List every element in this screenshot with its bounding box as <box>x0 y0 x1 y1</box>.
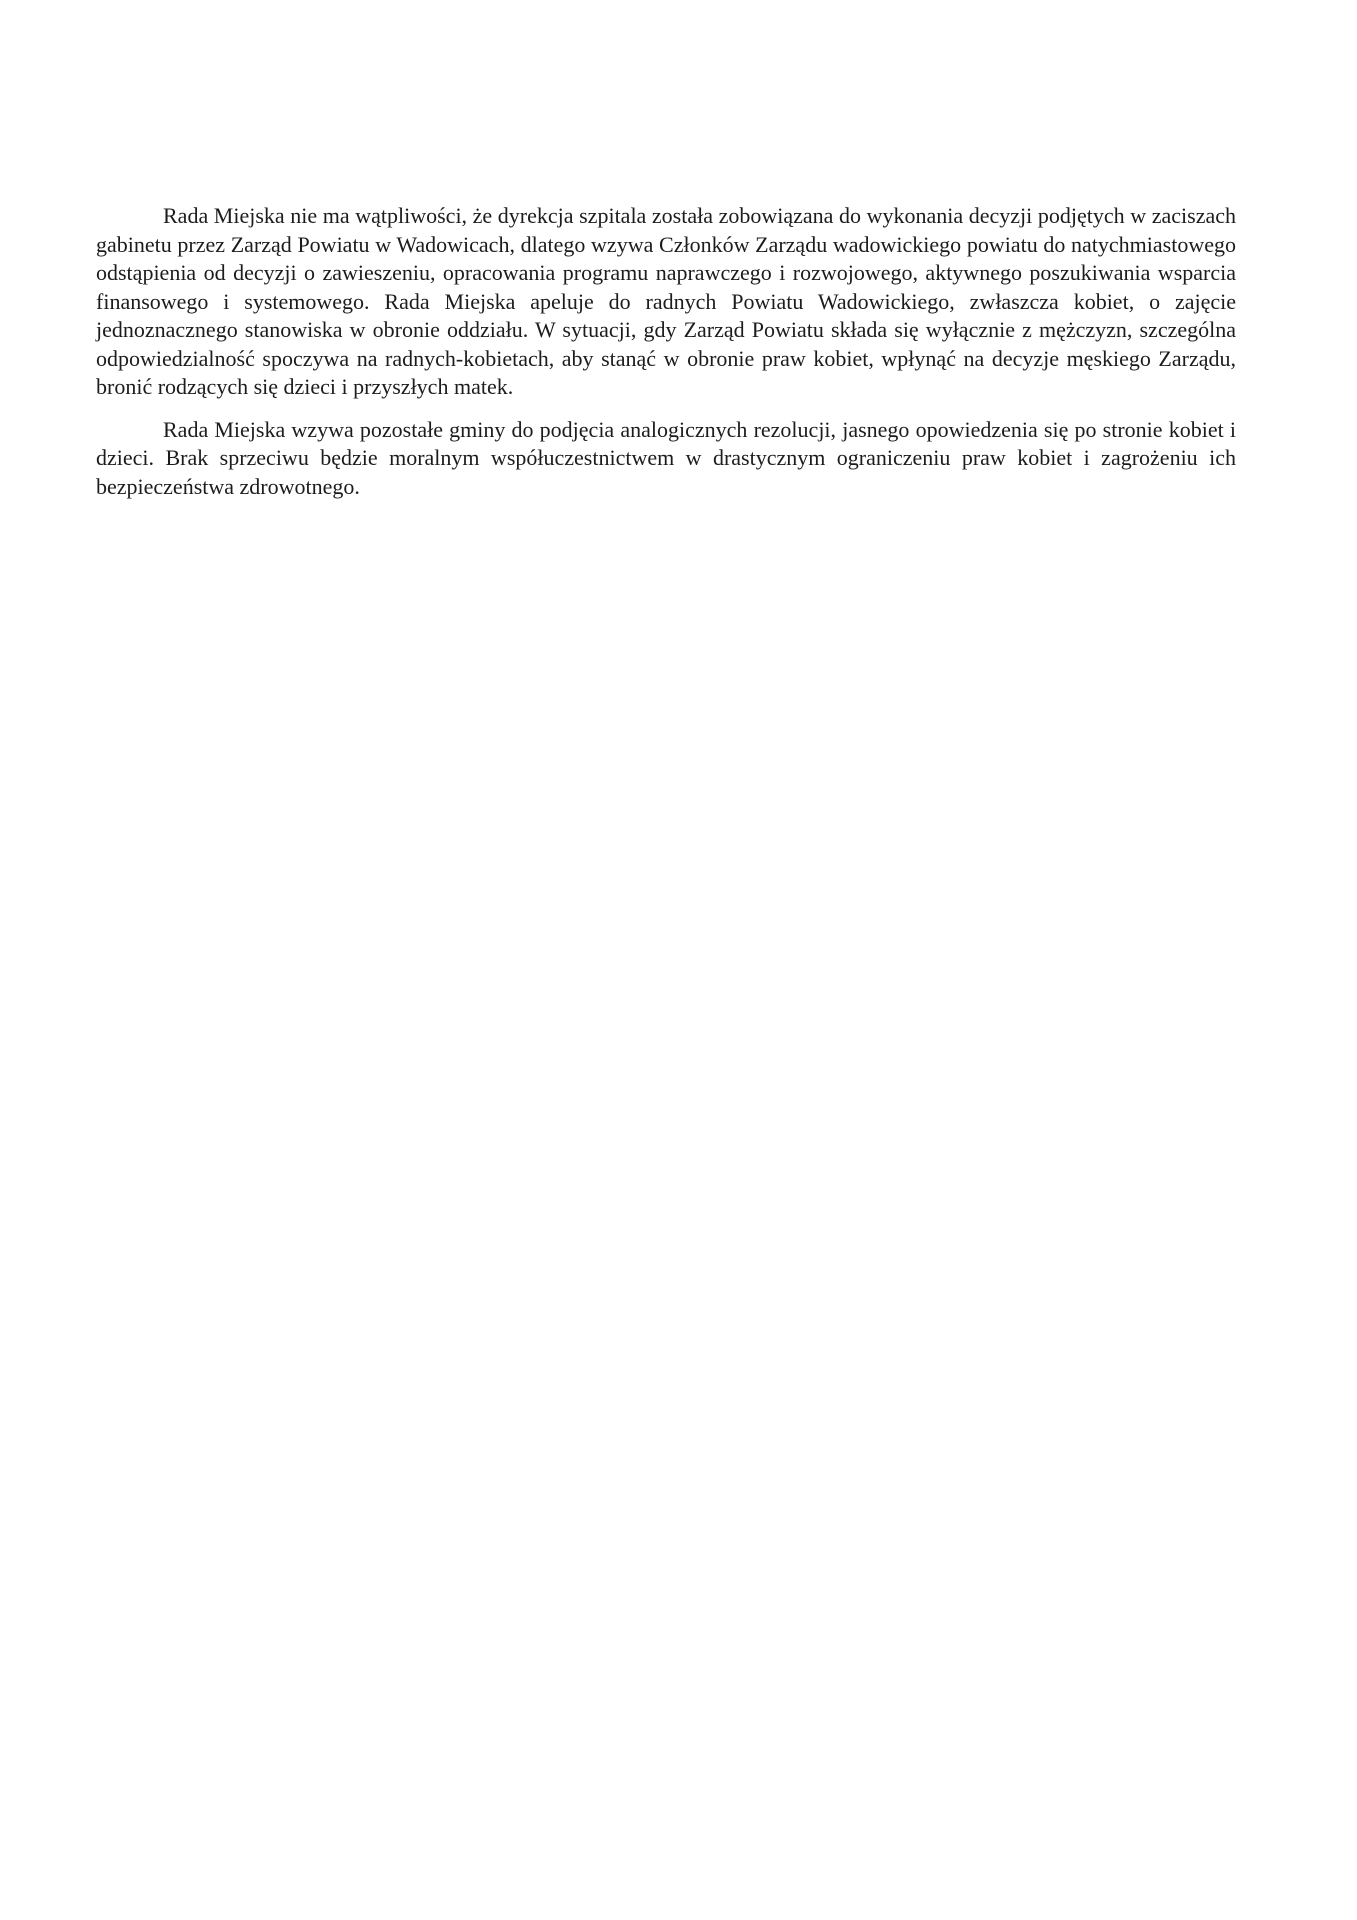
paragraph-call-to-municipalities: Rada Miejska wzywa pozostałe gminy do podjęcia analogicznych rezolucji, jasnego opowiedzenia się po stronie kobiet i dzieci. Brak sprzeciwu będzie moralnym współuczestnictwem w drastycznym ograniczeniu praw kobiet i zagrożeniu ich bezpieczeństwa zdrowotnego. <box>96 416 1236 499</box>
document-body <box>96 202 1236 501</box>
paragraph-appeal: Rada Miejska nie ma wątpliwości, że dyrekcja szpitala została zobowiązana do wykonania decyzji podjętych w zaciszach gabinetu przez Zarząd Powiatu w Wadowicach, dlatego wzywa Członków Zarządu wadowickiego powiatu do natychmiastowego odstąpienia od decyzji o zawieszeniu, opracowania programu naprawczego i rozwojowego, aktywnego poszukiwania wsparcia finansowego i systemowego. Rada Miejska apeluje do radnych Powiatu Wadowickiego, zwłaszcza kobiet, o zajęcie jednoznacznego stanowiska w obronie oddziału. W sytuacji, gdy Zarząd Powiatu składa się wyłącznie z mężczyzn, szczególna odpowiedzialność spoczywa na radnych-kobietach, aby stanąć w obronie praw kobiet, wpłynąć na decyzje męskiego Zarządu, bronić rodzących się dzieci i przyszłych matek. <box>96 203 1236 399</box>
